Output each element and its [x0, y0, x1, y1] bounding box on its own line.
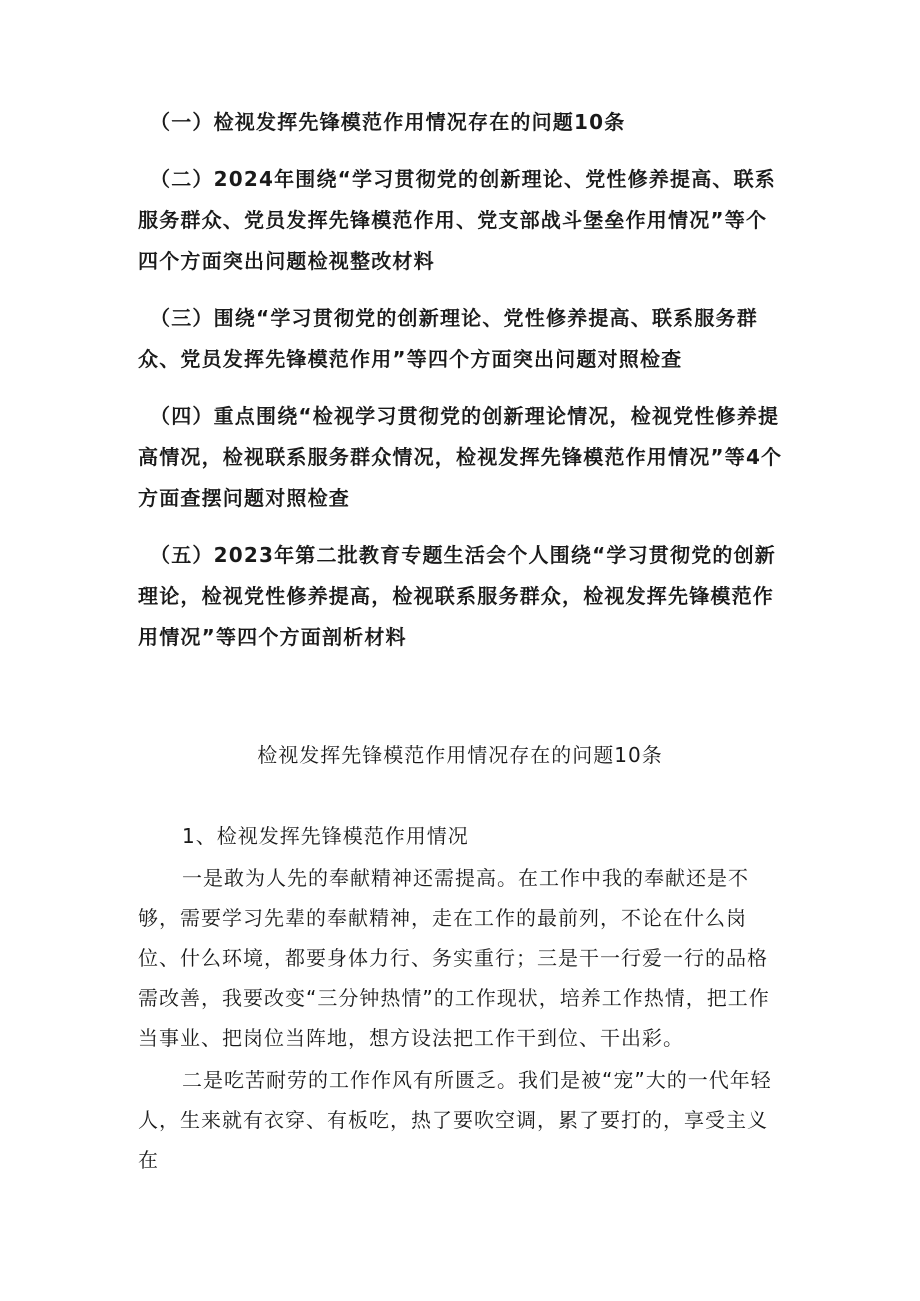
document-title: 检视发挥先锋模范作用情况存在的问题10条 — [257, 743, 663, 767]
toc-item: （一）检视发挥先锋模范作用情况存在的问题10条 — [150, 110, 626, 134]
body-paragraph: 一是敢为人先的奉献精神还需提高。在工作中我的奉献还是不够，需要学习先辈的奉献精神，走在工作的最前列，不论在什么岗位、什么环境，都要身体力行、务实重行；三是干一行爱一行的品格需改善，我要改变“三分钟热情”的工作现状，培养工作热情，把工作当事业、把岗位当阵地，想方设法把工作干到位、干出彩。 — [138, 866, 770, 1050]
document-body — [138, 816, 786, 1180]
toc-item: （五）2023年第二批教育专题生活会个人围绕“学习贯彻党的创新理论，检视党性修养提高，检视联系服务群众，检视发挥先锋模范作用情况”等四个方面剖析材料 — [138, 543, 777, 649]
toc-item: （三）围绕“学习贯彻党的创新理论、党性修养提高、联系服务群众、党员发挥先锋模范作用”等四个方面突出问题对照检查 — [138, 306, 758, 371]
toc-item: （二）2024年围绕“学习贯彻党的创新理论、党性修养提高、联系服务群众、党员发挥先锋模范作用、党支部战斗堡垒作用情况”等个四个方面突出问题检视整改材料 — [138, 167, 777, 273]
body-paragraph: 二是吃苦耐劳的工作作风有所匮乏。我们是被“宠”大的一代年轻人，生来就有衣穿、有板吃，热了要吹空调，累了要打的，享受主义在 — [138, 1068, 772, 1172]
table-of-contents — [138, 102, 786, 674]
section-heading: 1、检视发挥先锋模范作用情况 — [182, 824, 469, 848]
toc-item: （四）重点围绕“检视学习贯彻党的创新理论情况，检视党性修养提高情况，检视联系服务群众情况，检视发挥先锋模范作用情况”等4个方面查摆问题对照检查 — [138, 404, 783, 510]
